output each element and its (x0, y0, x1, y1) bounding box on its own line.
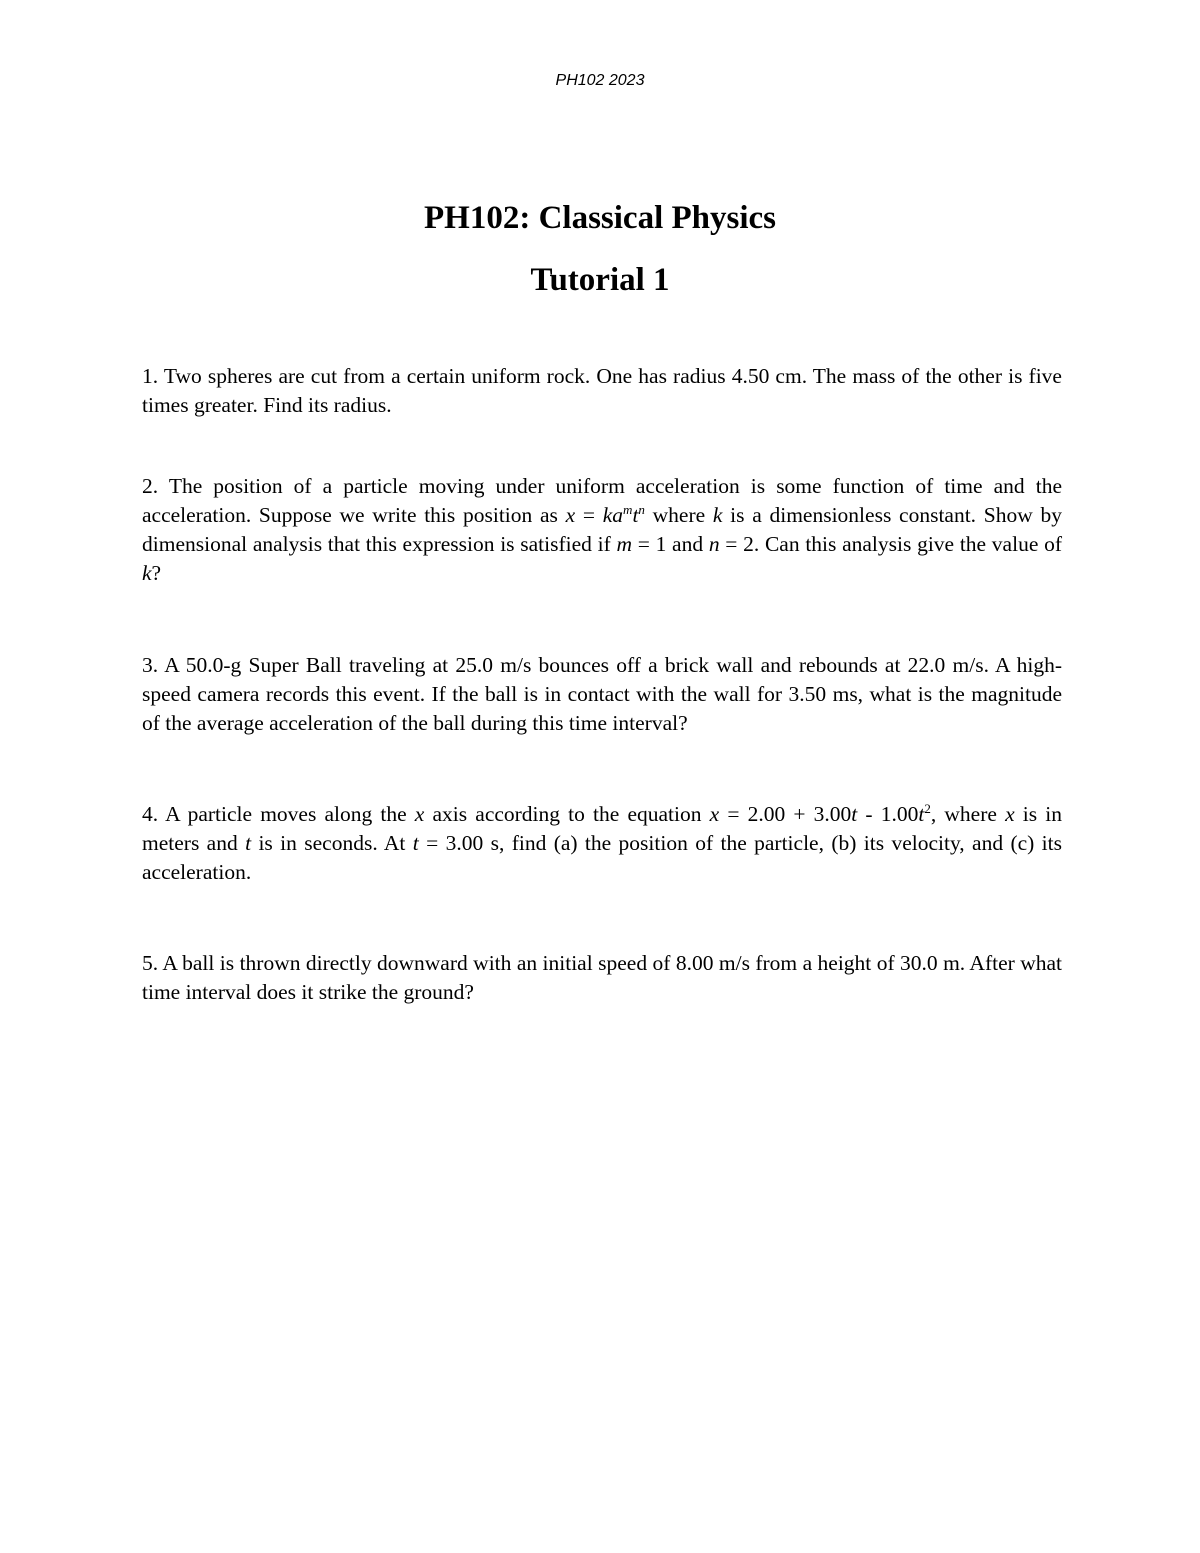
problem-text: - 1.00 (857, 802, 919, 826)
problem-text: A 50.0-g Super Ball traveling at 25.0 m/s bounces off a brick wall and rebounds at 22.0 m/s. A high-speed camera records this event. If the ball is in contact with the wall for 3.50 ms, what is the magnitude of the average acceleration of the ball during this time interval? (142, 653, 1062, 735)
problem-number: 4. (142, 802, 159, 826)
inline-var: t (851, 802, 858, 826)
inline-var: x (1005, 802, 1015, 826)
equation-op: = (575, 503, 603, 527)
equation-var: k (602, 503, 613, 527)
problem-number: 3. (142, 653, 159, 677)
problem-text: is a dimensionless constant. Show by dimensional analysis that this expression is satisfied if (142, 503, 1062, 556)
problem-5 (142, 949, 1062, 1007)
problem-text: is in seconds. At (251, 831, 413, 855)
problem-text: , where (930, 802, 1006, 826)
equation-var: x (565, 503, 576, 527)
equation (566, 503, 645, 527)
problem-3 (142, 651, 1062, 738)
problem-number: 1. (142, 364, 159, 388)
equation-exponent: n (638, 501, 645, 517)
problem-number: 5. (142, 951, 159, 975)
problem-text: where (644, 503, 713, 527)
inline-var: m (616, 532, 633, 556)
equation-var: a (612, 503, 624, 527)
problem-text: ? (151, 561, 162, 585)
problem-text: Two spheres are cut from a certain uniform rock. One has radius 4.50 cm. The mass of the other is five times greater. Find its radius. (142, 364, 1062, 417)
running-header: PH102 2023 (555, 72, 645, 89)
inline-var: t (245, 831, 252, 855)
problem-4 (142, 800, 1062, 887)
inline-var: x (709, 802, 720, 826)
problem-text: A ball is thrown directly downward with an initial speed of 8.00 m/s from a height of 30.0 m. After what time interval does it strike the ground? (142, 951, 1062, 1004)
problem-number: 2. (142, 474, 159, 498)
problem-text: = 1 and (632, 532, 709, 556)
equation-exponent: m (623, 501, 633, 517)
exponent: 2 (924, 800, 931, 816)
problem-1 (142, 362, 1062, 420)
inline-var: n (708, 532, 720, 556)
problem-text: = 2. Can this analysis give the value of (719, 532, 1062, 556)
inline-var: k (142, 561, 152, 585)
course-title: PH102: Classical Physics (424, 200, 776, 236)
inline-var: k (712, 503, 723, 527)
problem-text: axis according to the equation (424, 802, 710, 826)
problem-2 (142, 472, 1062, 588)
inline-var: t (412, 831, 419, 855)
equation-var: t (632, 503, 639, 527)
tutorial-title: Tutorial 1 (530, 262, 670, 298)
inline-var: x (414, 802, 425, 826)
inline-var: t (918, 802, 925, 826)
problem-text: A particle moves along the (165, 802, 415, 826)
problem-text: is in meters and (142, 802, 1062, 855)
problem-text: = 2.00 + 3.00 (719, 802, 852, 826)
problem-text: = 3.00 s, find (a) the position of the particle, (b) its velocity, and (c) its acceleration. (142, 831, 1063, 884)
problem-text: The position of a particle moving under uniform acceleration is some function of time and the acceleration. Suppose we write this position as (142, 474, 1062, 527)
